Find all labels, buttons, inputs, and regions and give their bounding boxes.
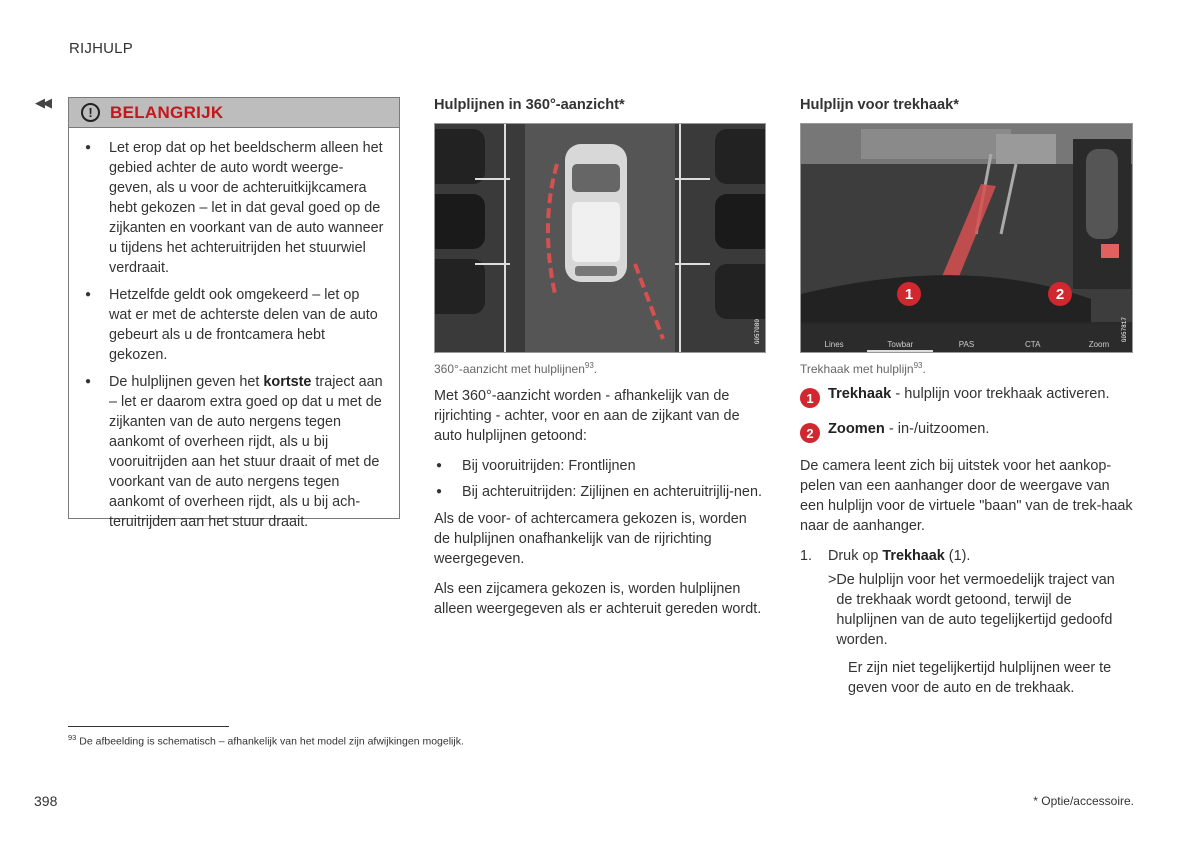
camera-toolbar <box>801 322 1132 352</box>
toolbar-item-pas[interactable]: PAS <box>958 340 975 349</box>
important-box <box>68 97 400 530</box>
footer-note: * Optie/accessoire. <box>1033 794 1134 808</box>
section-heading: Hulplijnen in 360°-aanzicht* <box>434 97 625 113</box>
list-item: ● Bij vooruitrijden: Frontlijnen <box>434 456 766 476</box>
section-title: RIJHULP <box>69 40 133 57</box>
image-code: G057080 <box>754 318 761 344</box>
toolbar-item-lines[interactable]: Lines <box>824 340 844 349</box>
list-item: ● Hetzelfde geldt ook omgekeerd – let op wat er met de achterste delen van de auto gebeurt als u de frontcamera hebt gekozen. <box>83 285 385 365</box>
list-item: ● Bij achteruitrijden: Zijlijnen en achteruitrijlij-nen. <box>434 482 766 502</box>
bullet-list <box>434 456 766 502</box>
page-number: 398 <box>34 793 58 809</box>
important-header <box>69 98 399 128</box>
double-chevron-left-icon[interactable]: ◀◀ <box>35 95 49 110</box>
paragraph: De camera leent zich bij uitstek voor het aankop-pelen van een aanhanger door de weergave van een hulplijn voor de virtuele "baan" van de trek-haak naar de aanhanger. <box>800 458 1133 534</box>
paragraph: Als een zijcamera gekozen is, worden hulplijnen alleen weergegeven als er achteruit gereden wordt. <box>434 581 762 617</box>
marker-1: 1 <box>897 282 921 306</box>
middle-column <box>434 97 766 629</box>
list-item: ● Let erop dat op het beeldscherm alleen het gebied achter de auto wordt weerge-geven, als u voor de achteruitkijkcamera hebt gekozen – let in dat geval goed op de zijkanten en voorkant van de auto wanneer u tijdens het achteruitrijden het stuurwiel verdraait. <box>83 138 385 278</box>
numbered-item-2: 2 Zoomen - in-/uitzoomen. <box>800 421 1134 443</box>
step-note: Er zijn niet tegelijkertijd hulplijnen weer te geven voor de auto en de trekhaak. <box>848 660 1112 696</box>
step-1: 1. Druk op Trekhaak (1). <box>800 548 971 564</box>
towbar-camera-image <box>800 123 1133 353</box>
toolbar-item-zoom[interactable]: Zoom <box>1088 340 1110 349</box>
image-code: G057817 <box>1121 316 1128 342</box>
surround-view-image <box>434 123 766 353</box>
footnote-divider <box>68 726 229 727</box>
figure-caption: 360°-aanzicht met hulplijnen$^{93}$. <box>434 361 598 376</box>
towbar-camera-illustration <box>801 124 1133 352</box>
toolbar-item-cta[interactable]: CTA <box>1025 340 1041 349</box>
figure-caption: Trekhaak met hulplijn$^{93}$. <box>800 361 926 376</box>
number-badge: 2 <box>800 423 820 443</box>
step-result: > De hulplijn voor het vermoedelijk traject van de trekhaak wordt getoond, terwijl de hulplijnen van de auto tegelijkertijd gedoofd worden. <box>828 572 1115 648</box>
paragraph: Als de voor- of achtercamera gekozen is, worden de hulplijnen onafhankelijk van de rijrichting weergegeven. <box>434 511 747 567</box>
exclamation-icon: ! <box>81 103 100 122</box>
section-heading: Hulplijn voor trekhaak* <box>800 97 959 113</box>
list-item: ● De hulplijnen geven het kortste traject aan – let er daarom extra goed op dat u met de zijkanten van de auto nergens tegen aankomt of overheen rijdt, als u bij vooruitrijden aan het stuur draait of met de voorkant van de auto nergens tegen aankomt of overheen rijdt, als u bij ach-teruitrijden aan het stuur draait. <box>83 372 385 532</box>
important-title: BELANGRIJK <box>110 102 224 122</box>
important-list <box>69 128 399 532</box>
right-column <box>800 97 1134 698</box>
toolbar-item-towbar[interactable]: Towbar <box>867 322 933 352</box>
number-badge: 1 <box>800 388 820 408</box>
footnote: $^{93}$ De afbeelding is schematisch – afhankelijk van het model zijn afwijkingen mogelijk. <box>68 733 464 748</box>
surround-view-illustration <box>435 124 765 352</box>
marker-2: 2 <box>1048 282 1072 306</box>
numbered-item-1: 1 Trekhaak - hulplijn voor trekhaak activeren. <box>800 386 1134 408</box>
paragraph: Met 360°-aanzicht worden - afhankelijk van de rijrichting - achter, voor en aan de zijkant van de auto hulplijnen getoond: <box>434 388 740 444</box>
